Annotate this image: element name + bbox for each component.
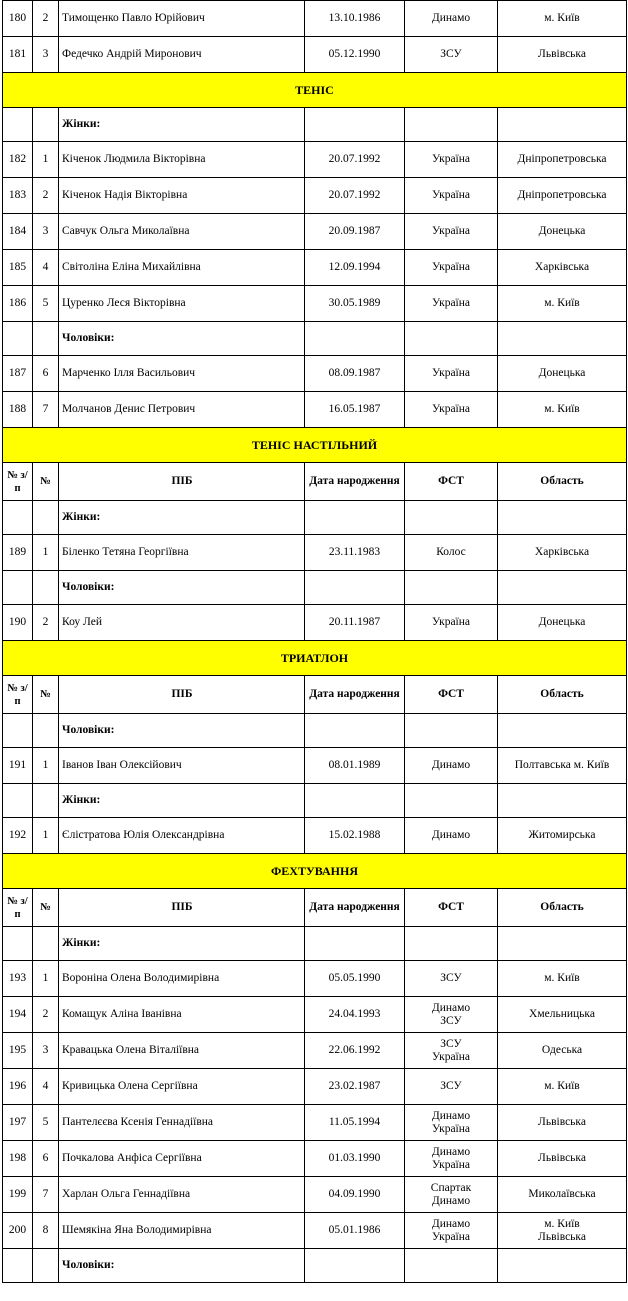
section-title: ФЕХТУВАННЯ (3, 854, 627, 889)
sport-index: 3 (33, 37, 59, 73)
empty-cell (405, 714, 498, 748)
birth-date: 30.05.1989 (305, 286, 405, 322)
empty-cell (305, 927, 405, 961)
athlete-name: Кіченок Людмила Вікторівна (59, 142, 305, 178)
category-label: Чоловіки: (59, 322, 305, 356)
header-fst: ФСТ (405, 676, 498, 714)
category-row (3, 108, 627, 142)
row-number: 197 (3, 1105, 33, 1141)
row-number: 186 (3, 286, 33, 322)
category-row (3, 322, 627, 356)
athlete-name: Вороніна Олена Володимирівна (59, 961, 305, 997)
section-title: ТЕНІС (3, 73, 627, 108)
empty-cell (305, 571, 405, 605)
athlete-row (3, 250, 627, 286)
empty-cell (498, 714, 627, 748)
athlete-name: Іванов Іван Олексійович (59, 748, 305, 784)
row-number: 190 (3, 605, 33, 641)
row-number: 183 (3, 178, 33, 214)
section-header-row (3, 854, 627, 889)
header-fst: ФСТ (405, 463, 498, 501)
region: Харківська (498, 250, 627, 286)
header-region: Область (498, 676, 627, 714)
sport-index: 5 (33, 1105, 59, 1141)
athlete-row (3, 392, 627, 428)
athlete-row (3, 1177, 627, 1213)
row-number: 198 (3, 1141, 33, 1177)
region: м. Київ (498, 392, 627, 428)
row-number: 199 (3, 1177, 33, 1213)
empty-cell (498, 927, 627, 961)
birth-date: 04.09.1990 (305, 1177, 405, 1213)
athlete-name: Пантелєєва Ксенія Геннадіївна (59, 1105, 305, 1141)
fst-club: ЗСУ (405, 1069, 498, 1105)
fst-club: Динамо ЗСУ (405, 997, 498, 1033)
fst-club: Україна (405, 178, 498, 214)
athlete-row (3, 214, 627, 250)
athlete-name: Кіченок Надія Вікторівна (59, 178, 305, 214)
birth-date: 05.05.1990 (305, 961, 405, 997)
row-number: 180 (3, 1, 33, 37)
sport-index: 4 (33, 250, 59, 286)
empty-cell (3, 571, 33, 605)
athlete-row (3, 1069, 627, 1105)
region: м. Київ (498, 286, 627, 322)
fst-club: Динамо Україна (405, 1213, 498, 1249)
row-number: 191 (3, 748, 33, 784)
athlete-row (3, 286, 627, 322)
header-num: № з/п (3, 889, 33, 927)
header-name: ПІБ (59, 889, 305, 927)
birth-date: 23.11.1983 (305, 535, 405, 571)
athlete-row (3, 1141, 627, 1177)
sport-index: 1 (33, 748, 59, 784)
fst-club: Україна (405, 286, 498, 322)
header-name: ПІБ (59, 463, 305, 501)
category-label: Жінки: (59, 108, 305, 142)
athlete-row (3, 1105, 627, 1141)
sport-index: 2 (33, 997, 59, 1033)
athlete-name: Світоліна Еліна Михайлівна (59, 250, 305, 286)
empty-cell (405, 108, 498, 142)
empty-cell (405, 927, 498, 961)
fst-club: Колос (405, 535, 498, 571)
region: Донецька (498, 605, 627, 641)
row-number: 184 (3, 214, 33, 250)
empty-cell (305, 1249, 405, 1283)
athlete-row (3, 961, 627, 997)
athlete-row (3, 1033, 627, 1069)
birth-date: 15.02.1988 (305, 818, 405, 854)
section-title: ТРИАТЛОН (3, 641, 627, 676)
athlete-row (3, 1213, 627, 1249)
category-row (3, 927, 627, 961)
athlete-name: Кравацька Олена Віталіївна (59, 1033, 305, 1069)
header-num: № з/п (3, 676, 33, 714)
empty-cell (3, 108, 33, 142)
athlete-name: Молчанов Денис Петрович (59, 392, 305, 428)
region: м. Київ (498, 961, 627, 997)
athlete-name: Федечко Андрій Миронович (59, 37, 305, 73)
header-date: Дата народження (305, 463, 405, 501)
region: Миколаївська (498, 1177, 627, 1213)
fst-club: ЗСУ Україна (405, 1033, 498, 1069)
region: Дніпропетровська (498, 142, 627, 178)
empty-cell (305, 322, 405, 356)
empty-cell (405, 501, 498, 535)
athlete-name: Кривицька Олена Сергіївна (59, 1069, 305, 1105)
birth-date: 12.09.1994 (305, 250, 405, 286)
athlete-row (3, 356, 627, 392)
section-title: ТЕНІС НАСТІЛЬНИЙ (3, 428, 627, 463)
empty-cell (498, 571, 627, 605)
category-label: Чоловіки: (59, 1249, 305, 1283)
fst-club: Динамо Україна (405, 1105, 498, 1141)
athlete-name: Почкалова Анфіса Сергіївна (59, 1141, 305, 1177)
athlete-name: Цуренко Леся Вікторівна (59, 286, 305, 322)
header-date: Дата народження (305, 889, 405, 927)
sport-index: 1 (33, 818, 59, 854)
athlete-name: Харлан Ольга Геннадіївна (59, 1177, 305, 1213)
athlete-row (3, 535, 627, 571)
athletes-table (2, 0, 627, 1283)
empty-cell (3, 501, 33, 535)
sport-index: 5 (33, 286, 59, 322)
birth-date: 16.05.1987 (305, 392, 405, 428)
empty-cell (405, 322, 498, 356)
category-label: Жінки: (59, 927, 305, 961)
header-n: № (33, 889, 59, 927)
empty-cell (3, 927, 33, 961)
athlete-name: Тимощенко Павло Юрійович (59, 1, 305, 37)
empty-cell (305, 501, 405, 535)
sport-index: 6 (33, 356, 59, 392)
row-number: 188 (3, 392, 33, 428)
region: Донецька (498, 356, 627, 392)
athlete-row (3, 178, 627, 214)
row-number: 192 (3, 818, 33, 854)
empty-cell (405, 1249, 498, 1283)
region: Львівська (498, 1105, 627, 1141)
row-number: 196 (3, 1069, 33, 1105)
empty-cell (305, 108, 405, 142)
region: Житомирська (498, 818, 627, 854)
fst-club: Україна (405, 214, 498, 250)
row-number: 181 (3, 37, 33, 73)
fst-club: Динамо (405, 818, 498, 854)
sport-index: 1 (33, 142, 59, 178)
fst-club: Динамо Україна (405, 1141, 498, 1177)
category-row (3, 784, 627, 818)
sport-index: 4 (33, 1069, 59, 1105)
row-number: 187 (3, 356, 33, 392)
category-row (3, 501, 627, 535)
fst-club: ЗСУ (405, 37, 498, 73)
birth-date: 22.06.1992 (305, 1033, 405, 1069)
row-number: 189 (3, 535, 33, 571)
header-n: № (33, 463, 59, 501)
athlete-name: Коу Лей (59, 605, 305, 641)
birth-date: 20.11.1987 (305, 605, 405, 641)
column-header-row (3, 676, 627, 714)
athlete-row (3, 997, 627, 1033)
fst-club: Україна (405, 392, 498, 428)
fst-club: Україна (405, 142, 498, 178)
category-row (3, 1249, 627, 1283)
empty-cell (405, 571, 498, 605)
region: Львівська (498, 37, 627, 73)
empty-cell (33, 108, 59, 142)
birth-date: 01.03.1990 (305, 1141, 405, 1177)
athlete-row (3, 1, 627, 37)
sport-index: 1 (33, 961, 59, 997)
athlete-name: Марченко Ілля Васильович (59, 356, 305, 392)
sport-index: 7 (33, 392, 59, 428)
sport-index: 7 (33, 1177, 59, 1213)
athlete-name: Комащук Аліна Іванівна (59, 997, 305, 1033)
empty-cell (33, 501, 59, 535)
sport-index: 1 (33, 535, 59, 571)
sport-index: 2 (33, 605, 59, 641)
empty-cell (3, 322, 33, 356)
birth-date: 24.04.1993 (305, 997, 405, 1033)
athlete-row (3, 37, 627, 73)
region: м. Київ (498, 1069, 627, 1105)
empty-cell (33, 571, 59, 605)
empty-cell (498, 501, 627, 535)
birth-date: 05.12.1990 (305, 37, 405, 73)
athlete-name: Шемякіна Яна Володимирівна (59, 1213, 305, 1249)
birth-date: 23.02.1987 (305, 1069, 405, 1105)
athlete-row (3, 818, 627, 854)
athlete-row (3, 142, 627, 178)
region: м. Київ (498, 1, 627, 37)
category-row (3, 571, 627, 605)
empty-cell (3, 784, 33, 818)
birth-date: 20.07.1992 (305, 178, 405, 214)
header-n: № (33, 676, 59, 714)
empty-cell (305, 784, 405, 818)
section-header-row (3, 73, 627, 108)
column-header-row (3, 889, 627, 927)
fst-club: Україна (405, 250, 498, 286)
empty-cell (33, 322, 59, 356)
section-header-row (3, 428, 627, 463)
fst-club: Україна (405, 605, 498, 641)
row-number: 194 (3, 997, 33, 1033)
birth-date: 08.01.1989 (305, 748, 405, 784)
athletes-table-body (3, 1, 627, 1283)
region: Донецька (498, 214, 627, 250)
sport-index: 3 (33, 214, 59, 250)
header-region: Область (498, 463, 627, 501)
header-name: ПІБ (59, 676, 305, 714)
athlete-row (3, 748, 627, 784)
empty-cell (405, 784, 498, 818)
empty-cell (498, 322, 627, 356)
category-label: Жінки: (59, 784, 305, 818)
sport-index: 3 (33, 1033, 59, 1069)
region: Дніпропетровська (498, 178, 627, 214)
fst-club: Динамо (405, 1, 498, 37)
region: Полтавська м. Київ (498, 748, 627, 784)
athlete-name: Біленко Тетяна Георгіївна (59, 535, 305, 571)
category-label: Чоловіки: (59, 571, 305, 605)
region: Харківська (498, 535, 627, 571)
empty-cell (498, 108, 627, 142)
empty-cell (498, 784, 627, 818)
header-num: № з/п (3, 463, 33, 501)
birth-date: 20.07.1992 (305, 142, 405, 178)
birth-date: 05.01.1986 (305, 1213, 405, 1249)
athlete-name: Єлістратова Юлія Олександрівна (59, 818, 305, 854)
header-fst: ФСТ (405, 889, 498, 927)
sport-index: 2 (33, 178, 59, 214)
row-number: 182 (3, 142, 33, 178)
empty-cell (33, 714, 59, 748)
region: Львівська (498, 1141, 627, 1177)
empty-cell (33, 927, 59, 961)
birth-date: 11.05.1994 (305, 1105, 405, 1141)
header-date: Дата народження (305, 676, 405, 714)
row-number: 200 (3, 1213, 33, 1249)
category-row (3, 714, 627, 748)
fst-club: ЗСУ (405, 961, 498, 997)
row-number: 195 (3, 1033, 33, 1069)
category-label: Жінки: (59, 501, 305, 535)
birth-date: 13.10.1986 (305, 1, 405, 37)
empty-cell (33, 784, 59, 818)
region: Хмельницька (498, 997, 627, 1033)
header-region: Область (498, 889, 627, 927)
sport-index: 6 (33, 1141, 59, 1177)
empty-cell (33, 1249, 59, 1283)
fst-club: Україна (405, 356, 498, 392)
row-number: 185 (3, 250, 33, 286)
region: Одеська (498, 1033, 627, 1069)
birth-date: 20.09.1987 (305, 214, 405, 250)
region: м. Київ Львівська (498, 1213, 627, 1249)
fst-club: Динамо (405, 748, 498, 784)
empty-cell (3, 714, 33, 748)
category-label: Чоловіки: (59, 714, 305, 748)
sport-index: 8 (33, 1213, 59, 1249)
athlete-name: Савчук Ольга Миколаївна (59, 214, 305, 250)
sport-index: 2 (33, 1, 59, 37)
section-header-row (3, 641, 627, 676)
empty-cell (498, 1249, 627, 1283)
row-number: 193 (3, 961, 33, 997)
empty-cell (3, 1249, 33, 1283)
athlete-row (3, 605, 627, 641)
empty-cell (305, 714, 405, 748)
column-header-row (3, 463, 627, 501)
fst-club: Спартак Динамо (405, 1177, 498, 1213)
birth-date: 08.09.1987 (305, 356, 405, 392)
